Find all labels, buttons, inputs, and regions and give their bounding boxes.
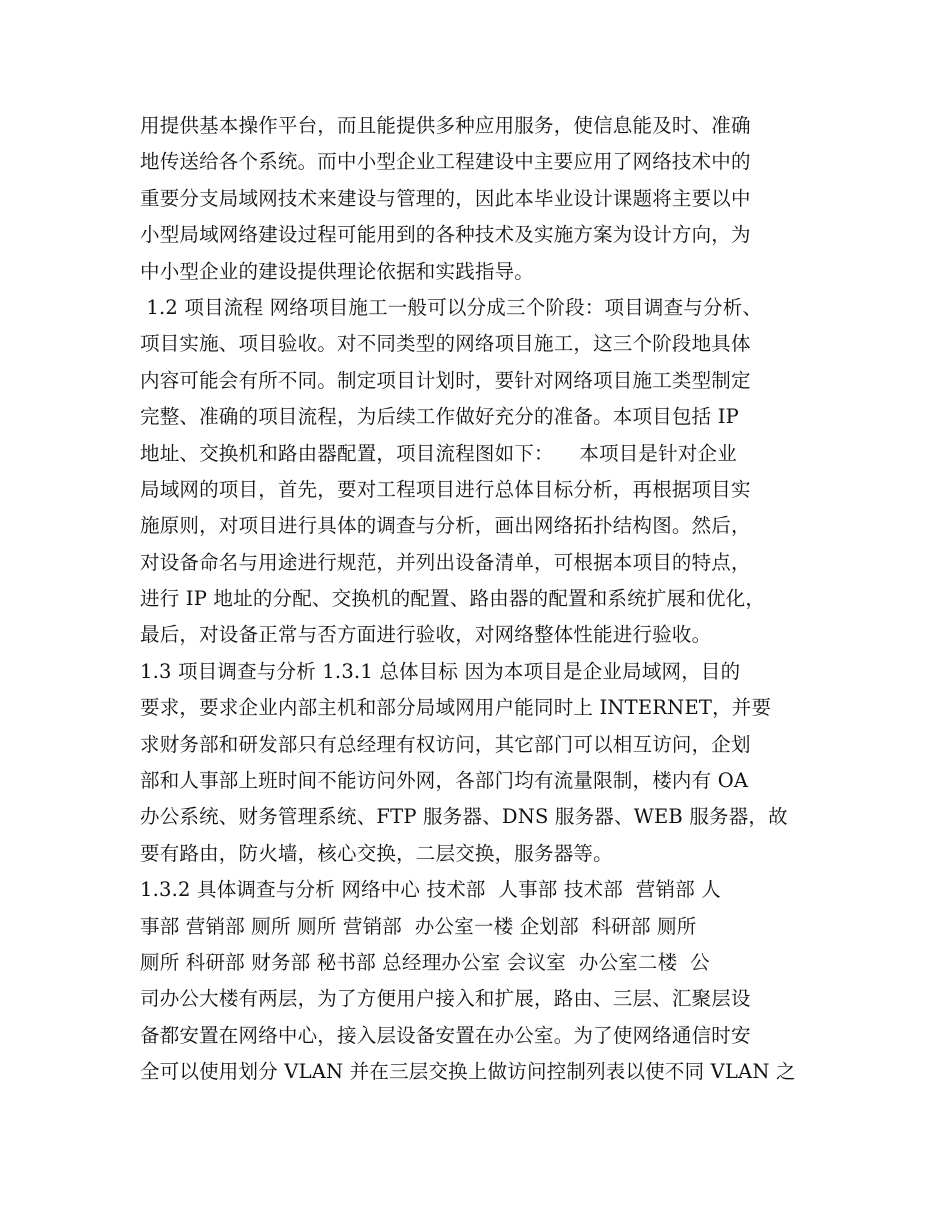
text-line: 用提供基本操作平台，而且能提供多种应用服务，使信息能及时、准确 <box>140 114 751 137</box>
text-line: 对设备命名与用途进行规范，并列出设备清单，可根据本项目的特点， <box>140 550 751 574</box>
text-line: 1.3.2 具体调查与分析 网络中心 技术部 人事部 技术部 营销部 人 <box>140 878 722 902</box>
text-line: 备都安置在网络中心，接入层设备安置在办公室。为了使网络通信时安 <box>140 1023 751 1047</box>
text-line: 地址、交换机和路由器配置，项目流程图如下： 本项目是针对企业 <box>140 441 737 465</box>
text-line: 求财务部和研发部只有总经理有权访问，其它部门可以相互访问，企划 <box>140 732 751 756</box>
text-line: 办公系统、财务管理系统、FTP 服务器、DNS 服务器、WEB 服务器，故 <box>140 805 788 829</box>
text-line: 局域网的项目，首先，要对工程项目进行总体目标分析，再根据项目实 <box>140 477 751 501</box>
text-line: 施原则，对项目进行具体的调查与分析，画出网络拓扑结构图。然后， <box>140 514 751 538</box>
text-line: 完整、准确的项目流程，为后续工作做好充分的准备。本项目包括 IP <box>140 405 739 429</box>
text-line: 部和人事部上班时间不能访问外网，各部门均有流量限制，楼内有 OA <box>140 769 749 793</box>
text-line: 事部 营销部 厕所 厕所 营销部 办公室一楼 企划部 科研部 厕所 <box>140 914 697 938</box>
text-line: 要求，要求企业内部主机和部分局域网用户能同时上 INTERNET，并要 <box>140 696 772 720</box>
text-line: 要有路由，防火墙，核心交换，二层交换，服务器等。 <box>140 841 613 865</box>
text-line: 1.2 项目流程 网络项目施工一般可以分成三个阶段：项目调查与分析、 <box>140 295 763 319</box>
text-line: 司办公大楼有两层，为了方便用户接入和扩展，路由、三层、汇聚层设 <box>140 987 751 1011</box>
text-line: 厕所 科研部 财务部 秘书部 总经理办公室 会议室 办公室二楼 公 <box>140 950 710 974</box>
text-line: 内容可能会有所不同。制定项目计划时，要针对网络项目施工类型制定 <box>140 368 751 392</box>
text-line: 最后，对设备正常与否方面进行验收，对网络整体性能进行验收。 <box>140 623 712 647</box>
text-line: 中小型企业的建设提供理论依据和实践指导。 <box>140 259 535 283</box>
text-line: 重要分支局域网技术来建设与管理的，因此本毕业设计课题将主要以中 <box>140 186 751 210</box>
text-line: 地传送给各个系统。而中小型企业工程建设中主要应用了网络技术中的 <box>140 150 751 174</box>
text-line: 全可以使用划分 VLAN 并在三层交换上做访问控制列表以使不同 VLAN 之 <box>140 1060 796 1084</box>
text-line: 进行 IP 地址的分配、交换机的配置、路由器的配置和系统扩展和优化， <box>140 587 766 611</box>
body-text <box>140 108 830 1091</box>
text-line: 小型局域网络建设过程可能用到的各种技术及实施方案为设计方向，为 <box>140 223 751 247</box>
text-line: 1.3 项目调查与分析 1.3.1 总体目标 因为本项目是企业局域网，目的 <box>140 659 741 683</box>
text-line: 项目实施、项目验收。对不同类型的网络项目施工，这三个阶段地具体 <box>140 332 751 356</box>
